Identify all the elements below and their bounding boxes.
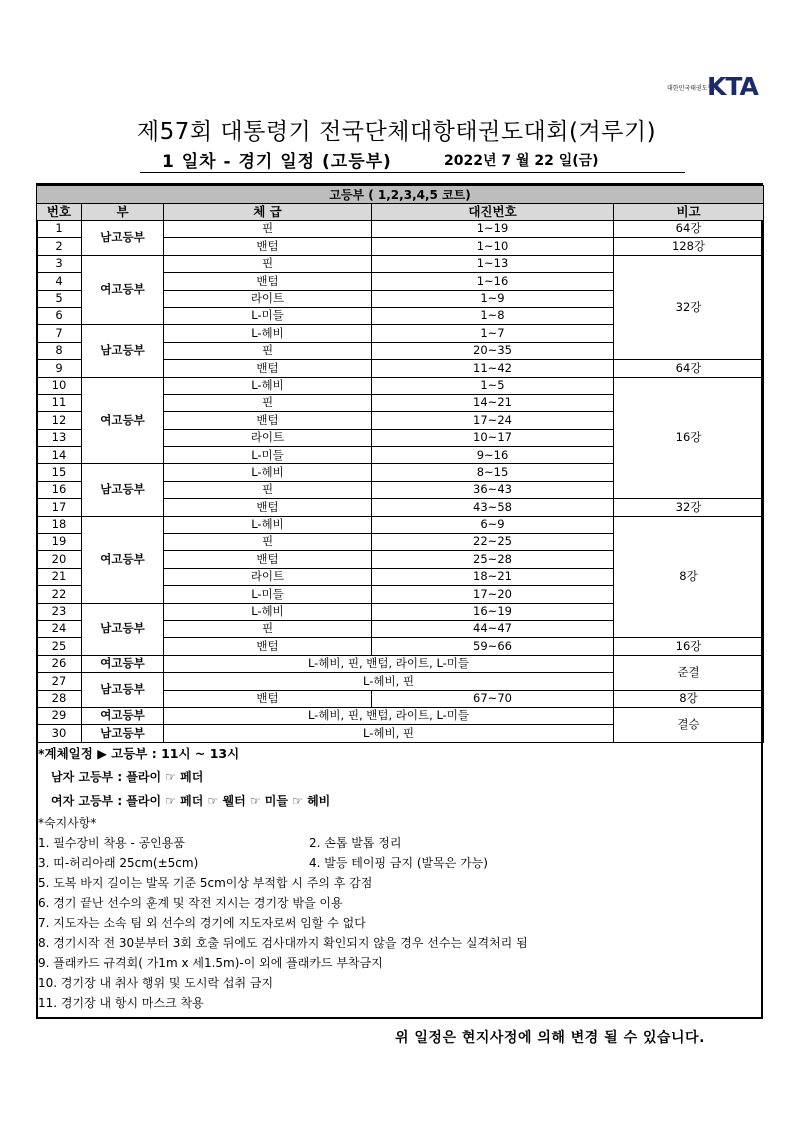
cell-bracket: 20~35: [372, 342, 614, 359]
cell-note: 32강: [614, 499, 764, 516]
cell-number: 4: [37, 273, 82, 290]
subtitle: [140, 146, 685, 173]
cell-bracket: 10~17: [372, 429, 614, 446]
cell-weight: L-미들: [164, 447, 372, 464]
cell-weight: 핀: [164, 620, 372, 637]
table-caption: 고등부 ( 1,2,3,4,5 코트): [37, 186, 764, 204]
cell-number: 14: [37, 447, 82, 464]
cell-number: 27: [37, 673, 82, 690]
subtitle-day: 1 일차 - 경기 일정 (고등부): [162, 152, 392, 172]
cell-division: 여고등부: [82, 707, 164, 724]
cell-number: 25: [37, 638, 82, 655]
cell-weight: L-미들: [164, 307, 372, 324]
cell-bracket: 1~8: [372, 307, 614, 324]
note-item: 11. 경기장 내 항시 마스크 착용: [38, 996, 204, 1010]
cell-weight-classes: L-헤비, 핀, 밴텀, 라이트, L-미들: [164, 707, 614, 724]
table-row: [37, 707, 764, 724]
cell-number: 10: [37, 377, 82, 394]
cell-number: 18: [37, 516, 82, 533]
cell-weight: L-미들: [164, 586, 372, 603]
weigh-in-schedule: *계체일정 ▶ 고등부 : 11시 ~ 13시: [38, 746, 240, 761]
cell-bracket: 43~58: [372, 499, 614, 516]
cell-division: 남고등부: [82, 221, 164, 256]
cell-number: 6: [37, 307, 82, 324]
cell-bracket: 36~43: [372, 481, 614, 498]
cell-bracket: 1~7: [372, 325, 614, 342]
cell-number: 5: [37, 290, 82, 307]
header-cell: 체 급: [164, 204, 372, 221]
cell-bracket: 1~5: [372, 377, 614, 394]
notes-heading: *숙지사항*: [38, 816, 97, 830]
cell-bracket: 16~19: [372, 603, 614, 620]
kta-logo: [667, 74, 763, 100]
cell-number: 21: [37, 568, 82, 585]
cell-division: 남고등부: [82, 603, 164, 655]
cell-number: 17: [37, 499, 82, 516]
cell-number: 30: [37, 725, 82, 742]
cell-division: 여고등부: [82, 377, 164, 464]
cell-weight: 라이트: [164, 290, 372, 307]
cell-weight: 핀: [164, 221, 372, 238]
cell-weight: L-헤비: [164, 516, 372, 533]
schedule-table: [36, 185, 764, 743]
weigh-in-female: 여자 고등부 : 플라이 ☞ 페더 ☞ 웰터 ☞ 미들 ☞ 헤비: [51, 794, 331, 808]
cell-weight: 밴텀: [164, 499, 372, 516]
subtitle-date: 2022년 7 월 22 일(금): [444, 153, 599, 169]
kta-mark: KTA: [707, 72, 758, 101]
cell-number: 29: [37, 707, 82, 724]
cell-number: 2: [37, 238, 82, 255]
cell-note: 16강: [614, 377, 764, 499]
table-row: [37, 255, 764, 272]
cell-number: 28: [37, 690, 82, 707]
note-item: 10. 경기장 내 취사 행위 및 도시락 섭취 금지: [38, 976, 274, 990]
cell-weight: 밴텀: [164, 360, 372, 377]
cell-number: 7: [37, 325, 82, 342]
cell-division: 남고등부: [82, 325, 164, 377]
cell-bracket: 17~20: [372, 586, 614, 603]
cell-number: 13: [37, 429, 82, 446]
cell-note: 결승: [614, 707, 764, 742]
note-item: 5. 도복 바지 길이는 발목 기준 5cm이상 부적합 시 주의 후 감점: [38, 876, 373, 890]
cell-division: 여고등부: [82, 516, 164, 603]
table-row: [37, 221, 764, 238]
cell-number: 11: [37, 394, 82, 411]
note-item: 2. 손톱 발톱 정리: [309, 836, 402, 850]
cell-bracket: 1~9: [372, 290, 614, 307]
cell-number: 20: [37, 551, 82, 568]
cell-number: 23: [37, 603, 82, 620]
cell-note: 64강: [614, 221, 764, 238]
cell-note: 8강: [614, 690, 764, 707]
cell-number: 12: [37, 412, 82, 429]
cell-number: 15: [37, 464, 82, 481]
cell-weight-classes: L-헤비, 핀: [164, 725, 614, 742]
cell-bracket: 18~21: [372, 568, 614, 585]
cell-bracket: 44~47: [372, 620, 614, 637]
cell-weight: L-헤비: [164, 464, 372, 481]
cell-bracket: 67~70: [372, 690, 614, 707]
note-item: 7. 지도자는 소속 팀 외 선수의 경기에 지도자로써 임할 수 없다: [38, 916, 366, 930]
cell-note: 16강: [614, 638, 764, 655]
cell-division: 여고등부: [82, 655, 164, 672]
cell-weight: L-헤비: [164, 325, 372, 342]
cell-weight: 밴텀: [164, 273, 372, 290]
cell-weight: L-헤비: [164, 603, 372, 620]
cell-weight: 핀: [164, 255, 372, 272]
cell-number: 26: [37, 655, 82, 672]
cell-weight: 밴텀: [164, 690, 372, 707]
cell-number: 16: [37, 481, 82, 498]
header-cell: 비고: [614, 204, 764, 221]
cell-bracket: 1~19: [372, 221, 614, 238]
page-title: 제57회 대통령기 전국단체대항태권도대회(겨루기): [136, 119, 657, 145]
weigh-in-male: 남자 고등부 : 플라이 ☞ 페더: [51, 770, 204, 784]
cell-weight: L-헤비: [164, 377, 372, 394]
table-row: [37, 655, 764, 672]
cell-weight: 밴텀: [164, 551, 372, 568]
header-cell: 대진번호: [372, 204, 614, 221]
cell-bracket: 1~13: [372, 255, 614, 272]
cell-bracket: 22~25: [372, 534, 614, 551]
note-item: 9. 플래카드 규격회( 가1m x 세1.5m)-이 외에 플래카드 부착금지: [38, 956, 383, 970]
header-row: [37, 204, 764, 221]
note-item: 1. 필수장비 착용 - 공인용품: [38, 836, 185, 850]
cell-division: 남고등부: [82, 464, 164, 516]
cell-bracket: 8~15: [372, 464, 614, 481]
cell-division: 남고등부: [82, 673, 164, 708]
cell-weight-classes: L-헤비, 핀, 밴텀, 라이트, L-미들: [164, 655, 614, 672]
header-cell: 번호: [37, 204, 82, 221]
note-item: 8. 경기시작 전 30분부터 3회 호출 뒤에도 검사대까지 확인되지 않을 경우 선수는 실격처리 됨: [38, 936, 528, 950]
cell-bracket: 9~16: [372, 447, 614, 464]
cell-weight: 밴텀: [164, 412, 372, 429]
cell-bracket: 59~66: [372, 638, 614, 655]
cell-note: 32강: [614, 255, 764, 359]
note-item: 4. 발등 테이핑 금지 (발목은 가능): [309, 856, 488, 870]
cell-bracket: 1~10: [372, 238, 614, 255]
cell-number: 3: [37, 255, 82, 272]
cell-note: 준결: [614, 655, 764, 690]
cell-weight: 핀: [164, 481, 372, 498]
cell-weight: 라이트: [164, 429, 372, 446]
cell-weight: 핀: [164, 342, 372, 359]
cell-number: 22: [37, 586, 82, 603]
cell-division: 여고등부: [82, 255, 164, 325]
table-row: [37, 377, 764, 394]
cell-bracket: 25~28: [372, 551, 614, 568]
cell-number: 8: [37, 342, 82, 359]
cell-weight-classes: L-헤비, 핀: [164, 673, 614, 690]
cell-number: 9: [37, 360, 82, 377]
cell-note: 8강: [614, 516, 764, 638]
cell-bracket: 11~42: [372, 360, 614, 377]
cell-note: 64강: [614, 360, 764, 377]
cell-weight: 밴텀: [164, 638, 372, 655]
cell-number: 1: [37, 221, 82, 238]
cell-weight: 밴텀: [164, 238, 372, 255]
cell-number: 19: [37, 534, 82, 551]
cell-weight: 핀: [164, 534, 372, 551]
cell-bracket: 1~16: [372, 273, 614, 290]
cell-weight: 라이트: [164, 568, 372, 585]
footer-notice: 위 일정은 현지사정에 의해 변경 될 수 있습니다.: [395, 1030, 705, 1046]
logo-small-text: 대한민국태권도협회: [667, 85, 720, 92]
note-item: 3. 띠-허리아래 25cm(±5cm): [38, 856, 199, 870]
cell-number: 24: [37, 620, 82, 637]
header-cell: 부: [82, 204, 164, 221]
cell-division: 남고등부: [82, 725, 164, 742]
cell-bracket: 17~24: [372, 412, 614, 429]
cell-bracket: 14~21: [372, 394, 614, 411]
note-item: 6. 경기 끝난 선수의 훈계 및 작전 지시는 경기장 밖을 이용: [38, 896, 343, 910]
cell-note: 128강: [614, 238, 764, 255]
cell-bracket: 6~9: [372, 516, 614, 533]
cell-weight: 핀: [164, 394, 372, 411]
table-row: [37, 516, 764, 533]
